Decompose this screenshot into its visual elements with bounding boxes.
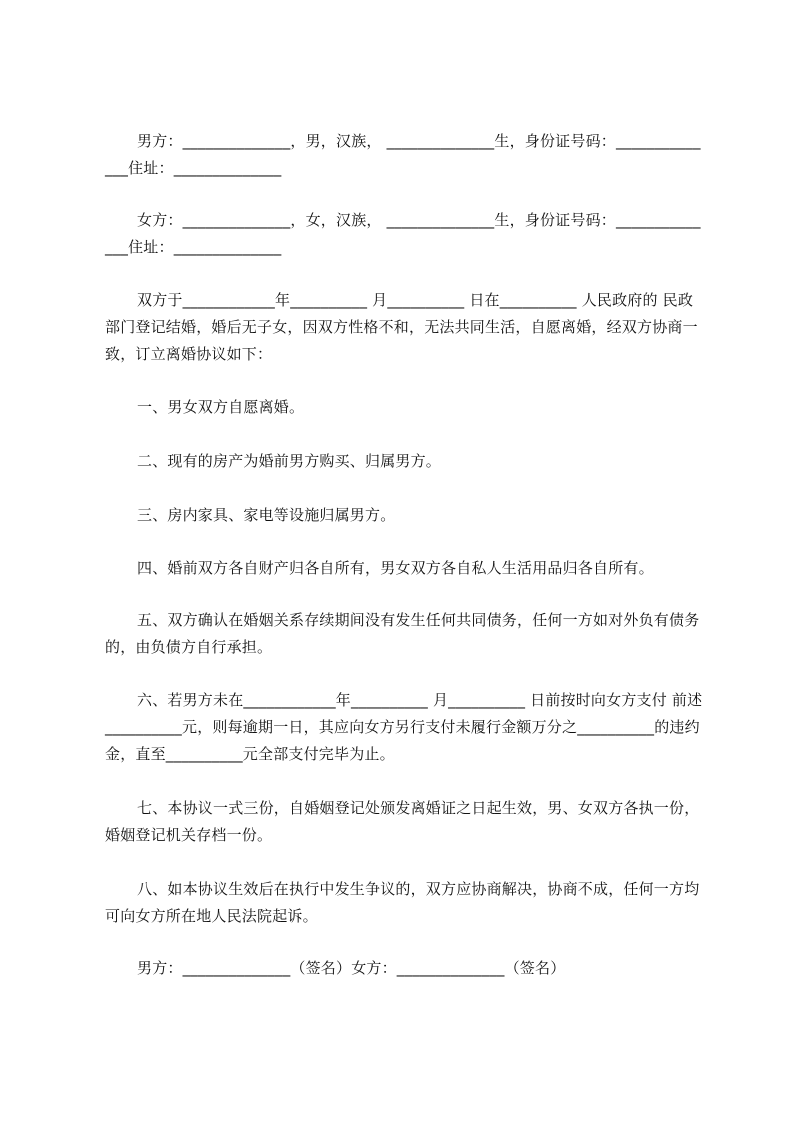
clause-3: 三、房内家具、家电等设施归属男方。 bbox=[137, 506, 396, 524]
male-party-info: 男方：______________，男，汉族， ______________生，身份证号码：______________住址：______________ bbox=[105, 132, 701, 177]
signature-line: 男方：______________（签名）女方：______________（签名） bbox=[137, 959, 566, 977]
clause-2: 二、现有的房产为婚前男方购买、归属男方。 bbox=[137, 452, 442, 470]
intro-paragraph: 双方于____________年__________ 月__________ 日在__________ 人民政府的 民政部门登记结婚，婚后无子女，因双方性格不和，无法共同生活，自愿离婚，经双方协商一致，订立离婚协议如下： bbox=[105, 291, 698, 363]
clause-6: 六、若男方未在____________年__________ 月__________ 日前按时向女方支付 前述__________元，则每逾期一日，其应向女方另行支付未履行金额万分之__________的违约金，直至__________元全部支付完毕为止。 bbox=[105, 691, 703, 763]
clause-5: 五、双方确认在婚姻关系存续期间没有发生任何共同债务，任何一方如对外负有债务的，由负债方自行承担。 bbox=[105, 611, 700, 656]
clause-8: 八、如本协议生效后在执行中发生争议的，双方应协商解决，协商不成，任何一方均可向女方所在地人民法院起诉。 bbox=[105, 880, 700, 925]
clause-4: 四、婚前双方各自财产归各自所有，男女双方各自私人生活用品归各自所有。 bbox=[137, 559, 654, 577]
clause-1: 一、男女双方自愿离婚。 bbox=[137, 398, 305, 416]
female-party-info: 女方：______________，女，汉族， ______________生，身份证号码：______________住址：______________ bbox=[105, 211, 701, 256]
clause-7: 七、本协议一式三份，自婚姻登记处颁发离婚证之日起生效，男、女双方各执一份，婚姻登记机关存档一份。 bbox=[105, 799, 700, 844]
